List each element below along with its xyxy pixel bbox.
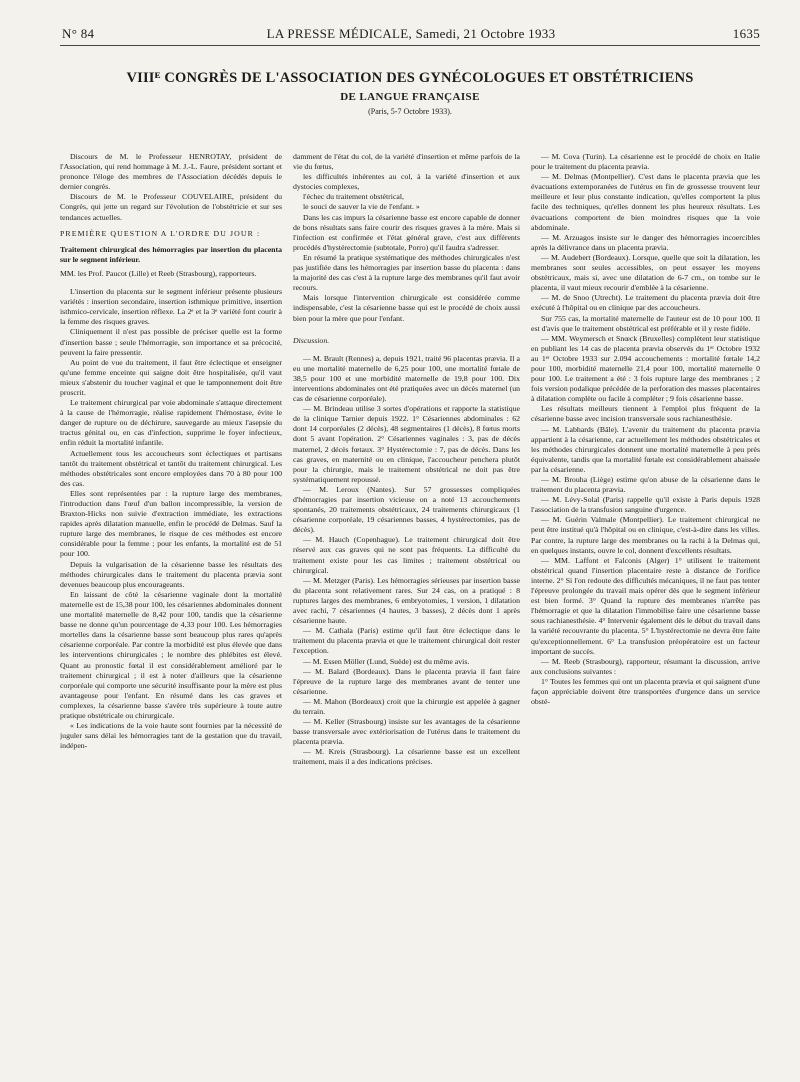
column-1 [60,152,282,1082]
paragraph: Dans les cas impurs la césarienne basse est encore capable de donner de bons résultats sans faire courir des risques graves à la mère. Mais si l'infection est confirmée et l'état général grave, c'est aux différents procédés d'hystérectomie (subtotale, Porro) qu'il faudra s'adresser. [293,212,520,252]
paragraph: Actuellement tous les accoucheurs sont éclectiques et partisans tantôt du traitement obstétrical et tantôt du traitement chirurgical. Les méthodes obstétricales sont encore employées dans 70 à 80 pour 100 des cas. [60,448,282,488]
paragraph: — M. Delmas (Montpellier). C'est dans le placenta prævia que les évacuations extemporanées de l'utérus en fin de grossesse trouvent leur meilleure et leur plus constante indication, qu'elles comportent la plus facile des techniques, qu'elles donnent les plus heureux résultats. Les évacuations comportent de bien moindres risques que la voie abdominale. [531,172,760,232]
paragraph: — M. Arzuagos insiste sur le danger des hémorragies incoercibles après la délivrance dans un placenta prævia. [531,232,760,252]
paragraph: PREMIÈRE QUESTION A L'ORDRE DU JOUR : [60,228,261,238]
paragraph: — M. Guérin Valmale (Montpellier). Le traitement chirurgical ne peut être institué qu'à l'hôpital ou en clinique, c'est-à-dire dans les villes. Par contre, la rupture large des membranes ou la rachi à la Delmas qui, en quelques instants, ouvre le col, donnent d'excellents résultats. [531,515,760,555]
text-columns [60,152,760,1082]
paragraph: — M. Hauch (Copenhague). Le traitement chirurgical doit être réservé aux cas graves qui ne sont pas fréquents. La difficulté du traitement existe pour les cas limites ; traitement obstétrical ou chirurgical. [293,535,520,575]
paragraph: Les résultats meilleurs tiennent à l'emploi plus fréquent de la césarienne basse avec incision transversale sous rachianesthésie. [531,404,760,424]
paragraph: damment de l'état du col, de la variété d'insertion et même parfois de la vie du fœtus, [293,152,520,172]
paragraph: — M. Audebert (Bordeaux). Lorsque, quelle que soit la dilatation, les membranes sont seules accessibles, on peut essayer les moyens obstétricaux, mais si, avec une dilatation de 6-7 cm., on tombe sur le placenta, il vaut mieux recourir d'emblée à la césarienne. [531,252,760,293]
paragraph: — MM. Laffont et Falconis (Alger) 1° utilisent le traitement obstétrical quand l'insertion placentaire reste à distance de l'orifice interne. 2° Si l'on redoute des difficultés mécaniques, il ne faut pas tenter l'épreuve prolongée du travail mais opérer dès que le segment inférieur est bien formé. 3° Quand la rupture des membranes n'arrête pas l'hémorragie et que la dilatation l'immobilise faire une césarienne basse sous rachianesthésie. 4° Intervenir également dès le début du travail dans la variété recouvrante du placenta. 5° L'hystérectomie ne devra être faite qu'exceptionnellement. 6° La transfusion préopératoire est un facteur important de succès. [531,555,760,656]
paragraph: — M. Metzger (Paris). Les hémorragies sérieuses par insertion basse du placenta sont relativement rares. Sur 24 cas, on a pratiqué : 8 ruptures larges des membranes, 6 embryotomies, 1 version, 1 dilatation avec rachi, 7 césariennes (4 hautes, 3 basses), 2 décès dont 1 après césarienne haute. [293,575,520,626]
paragraph: — M. Balard (Bordeaux). Dans le placenta prævia il faut faire l'épreuve de la rupture large des membranes avant de tenter une césarienne. [293,666,520,696]
header-rule [60,45,760,46]
paragraph: Traitement chirurgical des hémorragies par insertion du placenta sur le segment inférieur. [60,244,282,264]
title-line-2: DE LANGUE FRANÇAISE [340,91,480,103]
paragraph: — M. Keller (Strasbourg) insiste sur les avantages de la césarienne basse transversale avec extériorisation de l'utérus dans le traitement du placenta prævia. [293,717,520,747]
paragraph: 1° Toutes les femmes qui ont un placenta prævia et qui saignent d'une façon appréciable doivent être transportées d'urgence dans un service obsté- [531,676,760,707]
paragraph: Discours de M. le Professeur COUVELAIRE, président du Congrès, qui jette un regard sur l'évolution de l'obstétricie et sur ses tendances actuelles. [60,192,282,222]
column-2 [293,152,520,1082]
paragraph: — M. Leroux (Nantes). Sur 57 grossesses compliquées d'hémorragies par insertion vicieuse on a noté 13 accouchements spontanés, 20 traitements obstétricaux, 24 traitements chirurgicaux (1 césarienne corporéale, 19 césariennes basses, 4 hystérectomies, pas de décès). [293,484,520,535]
paragraph: les difficultés inhérentes au col, à la variété d'insertion et aux dystocies complexes, [293,172,520,192]
paragraph: Au point de vue du traitement, il faut être éclectique et enseigner qu'une femme enceinte qui saigne doit être hospitalisée, qu'il vaut mieux s'abstenir du toucher vaginal et que le tamponnement doit être proscrit. [60,357,282,397]
paragraph: Discours de M. le Professeur HENROTAY, président de l'Association, qui rend hommage à M. J.-L. Faure, président sortant et prononce l'éloge des membres de l'Association décédés depuis le dernier congrès. [60,152,282,192]
paragraph: Cliniquement il n'est pas possible de préciser quelle est la forme d'insertion basse ; seule l'hémorragie, son importance et sa précocité, peuvent la faire pressentir. [60,327,282,357]
paragraph: — M. Brouha (Liège) estime qu'on abuse de la césarienne dans le traitement du placenta prævia. [531,475,760,495]
paragraph: — M. Mahon (Bordeaux) croit que la chirurgie est appelée à gagner du terrain. [293,696,520,716]
paragraph: En laissant de côté la césarienne vaginale dont la mortalité maternelle est de 15,38 pour 100, les césariennes abdominales donnent une mortalité maternelle de 8,42 pour 100, tandis que la césarienne basse ne donne qu'un pourcentage de 4,33 pour 100. Les hémorragies mortelles dans la césarienne basse sont beaucoup plus rares qu'après césarienne corporéale. Par contre la morbidité est plus élevée que dans les interventions chirurgicales ; le nombre des phlébites est élevé. Quant au pronostic fœtal il est considérablement amélioré par le traitement chirurgical ; il est à noter d'ailleurs que la césarienne corporéale qui comporte une sécurité insuffisante pour la mère est plus avantageuse pour l'enfant. En résumé dans les cas graves et complexes, la césarienne basse s'avère très supérieure à toute autre pratique obstétricale ou chirurgicale. [60,589,282,720]
paragraph: l'échec du traitement obstétrical, [303,192,404,202]
paragraph: Mais lorsque l'intervention chirurgicale est considérée comme indispensable, c'est la césarienne basse qui est le procédé de choix aussi bien pour la mère que pour l'enfant. [293,293,520,323]
paragraph: — M. Cathala (Paris) estime qu'il faut être éclectique dans le traitement du placenta prævia et que le traitement chirurgical doit rester l'exception. [293,626,520,656]
paragraph: Sur 755 cas, la mortalité maternelle de l'auteur est de 10 pour 100. Il est d'avis que le traitement obstétrical est préférable et il y reste fidèle. [531,313,760,333]
paragraph: — M. Labhards (Bâle). L'avenir du traitement du placenta prævia appartient à la césarienne, car actuellement les méthodes obstétricales et les méthodes chirurgicales donnent une mortalité maternelle à peu près équivalente, tandis que la mortalité fœtale est considérablement abaissée par la césarienne. [531,424,760,474]
journal-title: LA PRESSE MÉDICALE, Samedi, 21 Octobre 1933 [266,26,556,41]
paragraph: En résumé la pratique systématique des méthodes chirurgicales n'est pas justifiée dans les hémorragies par insertion basse du placenta : dans la majorité des cas c'est à la rupture large des membranes qu'il faut avoir recours. [293,252,520,293]
paragraph: — M. Reeb (Strasbourg), rapporteur, résumant la discussion, arrive aux conclusions suivantes : [531,656,760,676]
paragraph: — M. Kreis (Strasbourg). La césarienne basse est un excellent traitement, mais il a des indications précises. [293,747,520,767]
paragraph: — M. de Snoo (Utrecht). Le traitement du placenta prævia doit être exécuté à l'hôpital ou en clinique par des accoucheurs. [531,293,760,313]
page-number: 1635 [732,26,760,41]
article-title [60,70,760,116]
paragraph: — M. Brindeau utilise 3 sortes d'opérations et rapporte la statistique de la clinique Tarnier depuis 1922. 1° Césariennes abdominales : 62 dont 14 corporéales (2 décès), 48 segmentaires (1 décès), 8 fœtus morts dont 5 avant l'opération. 2° Césariennes vaginales : 3, pas de décès maternel, 2 décès fœtaux. 3° Hystérectomie : 7, pas de décès. Dans les cas graves, en maternité ou en clinique, l'accoucheur penchera plutôt pour la chirurgie, mais le traitement obstétrical ne doit pas être systématiquement repoussé. [293,404,520,484]
paragraph: « Les indications de la voie haute sont fournies par la nécessité de juguler sans délai les hémorragies tant de la gestation que du travail, indépen- [60,721,282,751]
paragraph: — MM. Weymersch et Snœck (Bruxelles) complètent leur statistique en publiant les 14 cas de placenta prævia observés du 1ᵉʳ Octobre 1932 au 1ᵉʳ Octobre 1933 sur 2.094 accouchements : mortalité fœtale 14,2 pour 100, morbidité maternelle 21,4 pour 100, mortalité maternelle 0 pour 100. Le traitement a été : 3 fois rupture large des membranes ; 2 fois version podalique précédée de la perforation des masses placentaires à dilatation complète ou facile à compléter ; 9 fois césarienne basse. [531,333,760,404]
paragraph: — M. Lévy-Solal (Paris) rappelle qu'il existe à Paris depuis 1928 l'association de la transfusion sanguine d'urgence. [531,495,760,515]
paragraph: MM. les Prof. Paucot (Lille) et Reeb (Strasbourg), rapporteurs. [60,268,257,278]
title-line-1: VIIIᴱ CONGRÈS DE L'ASSOCIATION DES GYNÉCOLOGUES ET OBSTÉTRICIENS [126,70,694,86]
paragraph: — M. Essen Möller (Lund, Suède) est du même avis. [303,656,470,666]
running-header [62,26,760,44]
paragraph: L'insertion du placenta sur le segment inférieur présente plusieurs variétés : insertion secondaire, insertion isthmique primitive, insertion isthmico-cervicale, insertion réflexe. La 2ᵉ et la 3ᵉ variété font courir à la femme des risques graves. [60,287,282,327]
title-line-3: (Paris, 5-7 Octobre 1933). [368,107,452,116]
paragraph: — M. Brault (Rennes) a, depuis 1921, traité 96 placentas prævia. Il a eu une mortalité maternelle de 6,25 pour 100, une mortalité fœtale de 38,5 pour 100 et une morbidité maternelle de 19,8 pour 100. Dix interventions abdominales ont été pratiquées avec un décès maternel (un cas de césarienne corporéale). [293,353,520,404]
paragraph: le souci de sauver la vie de l'enfant. » [303,202,420,212]
paragraph: — M. Cova (Turin). La césarienne est le procédé de choix en Italie pour le traitement du placenta prævia. [531,152,760,172]
paragraph: Elles sont représentées par : la rupture large des membranes, l'introduction dans l'œuf d'un ballon incompressible, la version de Braxton-Hicks non suivie d'extraction immédiate, les extractions rapides après dilatation manuelle, enfin le procédé de Delmas. Sauf la rupture large des membranes, le risque de ces méthodes est encore considérable pour la femme ; pour les enfants, la mortalité est de 51 pour 100. [60,488,282,559]
paragraph: Le traitement chirurgical par voie abdominale s'attaque directement à la cause de l'hémorragie, réalise rapidement l'hémostase, évite le danger de rupture ou de déchirure, sauvegarde au mieux l'asepsie du tractus génital ou, en cas d'infection, supprime le foyer infectieux, enfin réduit la mortalité infantile. [60,398,282,448]
paragraph: Depuis la vulgarisation de la césarienne basse les résultats des méthodes chirurgicales dans le traitement du placenta prævia sont devenues beaucoup plus encourageants. [60,559,282,589]
paragraph: Discussion. [293,335,330,345]
issue-number: N° 84 [62,26,95,41]
column-3 [531,152,760,1082]
